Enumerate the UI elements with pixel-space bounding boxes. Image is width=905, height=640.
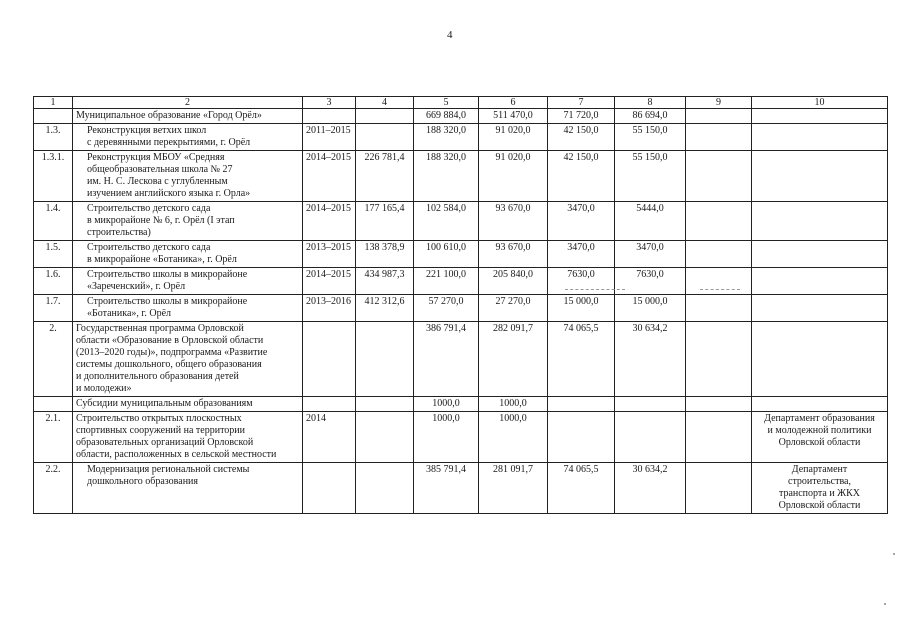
row-years: 2014: [303, 412, 356, 463]
row-years: [303, 322, 356, 397]
row-col9-value: [686, 295, 752, 322]
table-row: [34, 241, 888, 268]
row-col7-value: 74 065,5: [548, 322, 615, 397]
row-total-cost: 177 165,4: [356, 202, 414, 241]
row-total-cost: [356, 397, 414, 412]
header-cell-7: 7: [548, 97, 615, 109]
row-name: Строительство школы в микрорайоне «Зареченский», г. Орёл: [73, 268, 303, 295]
row-col9-value: [686, 124, 752, 151]
row-col5-value: 57 270,0: [414, 295, 479, 322]
row-number: 2.2.: [34, 463, 73, 514]
row-col8-value: 30 634,2: [615, 463, 686, 514]
row-col6-value: 282 091,7: [479, 322, 548, 397]
row-number: 1.6.: [34, 268, 73, 295]
row-col7-value: 74 065,5: [548, 463, 615, 514]
table-row: [34, 151, 888, 202]
row-col5-value: 102 584,0: [414, 202, 479, 241]
row-total-cost: 226 781,4: [356, 151, 414, 202]
row-number: 2.: [34, 322, 73, 397]
row-name: Субсидии муниципальным образованиям: [73, 397, 303, 412]
row-number: [34, 397, 73, 412]
row-years: 2013–2015: [303, 241, 356, 268]
row-number: 2.1.: [34, 412, 73, 463]
row-total-cost: 434 987,3: [356, 268, 414, 295]
row-col7-value: 42 150,0: [548, 151, 615, 202]
row-name: Строительство школы в микрорайоне «Ботаника», г. Орёл: [73, 295, 303, 322]
row-number: [34, 109, 73, 124]
row-years: 2014–2015: [303, 151, 356, 202]
row-department: [752, 109, 888, 124]
row-col7-value: 42 150,0: [548, 124, 615, 151]
row-col6-value: 91 020,0: [479, 151, 548, 202]
row-col8-value: 30 634,2: [615, 322, 686, 397]
row-col5-value: 100 610,0: [414, 241, 479, 268]
row-name: Государственная программа Орловской области «Образование в Орловской области (2013–2020 годы)», подпрограмма «Развитие системы дошкольного, общего образования и дополнительного образования детей и молодежи»: [73, 322, 303, 397]
scan-dash: [565, 289, 625, 290]
row-col6-value: 281 091,7: [479, 463, 548, 514]
row-total-cost: [356, 412, 414, 463]
row-col7-value: 15 000,0: [548, 295, 615, 322]
row-col5-value: 1000,0: [414, 412, 479, 463]
table-row: [34, 412, 888, 463]
row-department: [752, 322, 888, 397]
header-row: [34, 97, 888, 109]
scan-dash: [700, 289, 740, 290]
row-col7-value: 7630,0: [548, 268, 615, 295]
row-col7-value: 71 720,0: [548, 109, 615, 124]
table-row: [34, 109, 888, 124]
row-total-cost: [356, 109, 414, 124]
row-col5-value: 386 791,4: [414, 322, 479, 397]
row-col6-value: 1000,0: [479, 412, 548, 463]
row-col6-value: 27 270,0: [479, 295, 548, 322]
row-col9-value: [686, 463, 752, 514]
header-cell-2: 2: [73, 97, 303, 109]
header-cell-5: 5: [414, 97, 479, 109]
row-department: [752, 295, 888, 322]
row-name: Строительство открытых плоскостных спортивных сооружений на территории образовательных организаций Орловской области, расположенных в сельской местности: [73, 412, 303, 463]
row-col8-value: 5444,0: [615, 202, 686, 241]
row-name: Реконструкция МБОУ «Средняя общеобразовательная школа № 27 им. Н. С. Лескова с углубленным изучением английского языка г. Орла»: [73, 151, 303, 202]
row-col8-value: 15 000,0: [615, 295, 686, 322]
row-years: [303, 397, 356, 412]
row-col7-value: 3470,0: [548, 202, 615, 241]
row-total-cost: [356, 463, 414, 514]
row-col9-value: [686, 241, 752, 268]
row-col6-value: 511 470,0: [479, 109, 548, 124]
row-number: 1.5.: [34, 241, 73, 268]
table-row: [34, 268, 888, 295]
row-number: 1.3.: [34, 124, 73, 151]
table-row: [34, 322, 888, 397]
row-col7-value: [548, 412, 615, 463]
header-cell-9: 9: [686, 97, 752, 109]
row-department: [752, 151, 888, 202]
row-department: [752, 202, 888, 241]
row-years: 2011–2015: [303, 124, 356, 151]
row-department: [752, 268, 888, 295]
row-department: [752, 124, 888, 151]
row-col5-value: 669 884,0: [414, 109, 479, 124]
row-col8-value: 55 150,0: [615, 124, 686, 151]
row-department: [752, 397, 888, 412]
row-col5-value: 1000,0: [414, 397, 479, 412]
row-name: Строительство детского сада в микрорайоне «Ботаника», г. Орёл: [73, 241, 303, 268]
row-total-cost: [356, 322, 414, 397]
row-number: 1.3.1.: [34, 151, 73, 202]
row-col6-value: 1000,0: [479, 397, 548, 412]
row-col8-value: 86 694,0: [615, 109, 686, 124]
budget-table: [33, 96, 888, 514]
row-col8-value: 55 150,0: [615, 151, 686, 202]
row-col8-value: 7630,0: [615, 268, 686, 295]
row-name: Модернизация региональной системы дошкольного образования: [73, 463, 303, 514]
scan-speck: [884, 603, 886, 605]
row-total-cost: [356, 124, 414, 151]
row-col9-value: [686, 322, 752, 397]
row-col5-value: 385 791,4: [414, 463, 479, 514]
row-col6-value: 93 670,0: [479, 202, 548, 241]
row-col8-value: 3470,0: [615, 241, 686, 268]
scan-speck: [893, 553, 895, 555]
row-total-cost: 138 378,9: [356, 241, 414, 268]
row-years: 2013–2016: [303, 295, 356, 322]
row-name: Строительство детского сада в микрорайоне № 6, г. Орёл (I этап строительства): [73, 202, 303, 241]
table-row: [34, 463, 888, 514]
header-cell-6: 6: [479, 97, 548, 109]
page-number: 4: [447, 29, 453, 41]
table-row: [34, 295, 888, 322]
row-col6-value: 205 840,0: [479, 268, 548, 295]
row-col5-value: 188 320,0: [414, 124, 479, 151]
table-row: [34, 124, 888, 151]
row-col5-value: 221 100,0: [414, 268, 479, 295]
row-department: Департамент строительства, транспорта и ЖКХ Орловской области: [752, 463, 888, 514]
row-col9-value: [686, 151, 752, 202]
row-name: Реконструкция ветхих школ с деревянными перекрытиями, г. Орёл: [73, 124, 303, 151]
row-col8-value: [615, 397, 686, 412]
row-col6-value: 91 020,0: [479, 124, 548, 151]
row-years: 2014–2015: [303, 268, 356, 295]
row-years: [303, 463, 356, 514]
row-department: Департамент образования и молодежной политики Орловской области: [752, 412, 888, 463]
row-col7-value: 3470,0: [548, 241, 615, 268]
row-col9-value: [686, 109, 752, 124]
row-col9-value: [686, 397, 752, 412]
row-department: [752, 241, 888, 268]
row-total-cost: 412 312,6: [356, 295, 414, 322]
row-number: 1.4.: [34, 202, 73, 241]
row-number: 1.7.: [34, 295, 73, 322]
header-cell-4: 4: [356, 97, 414, 109]
header-cell-3: 3: [303, 97, 356, 109]
row-col9-value: [686, 412, 752, 463]
row-col5-value: 188 320,0: [414, 151, 479, 202]
row-col6-value: 93 670,0: [479, 241, 548, 268]
row-col7-value: [548, 397, 615, 412]
row-years: 2014–2015: [303, 202, 356, 241]
row-col9-value: [686, 202, 752, 241]
row-col8-value: [615, 412, 686, 463]
row-name: Муниципальное образование «Город Орёл»: [73, 109, 303, 124]
row-years: [303, 109, 356, 124]
header-cell-1: 1: [34, 97, 73, 109]
table-row: [34, 397, 888, 412]
header-cell-8: 8: [615, 97, 686, 109]
header-cell-10: 10: [752, 97, 888, 109]
table-row: [34, 202, 888, 241]
row-col9-value: [686, 268, 752, 295]
